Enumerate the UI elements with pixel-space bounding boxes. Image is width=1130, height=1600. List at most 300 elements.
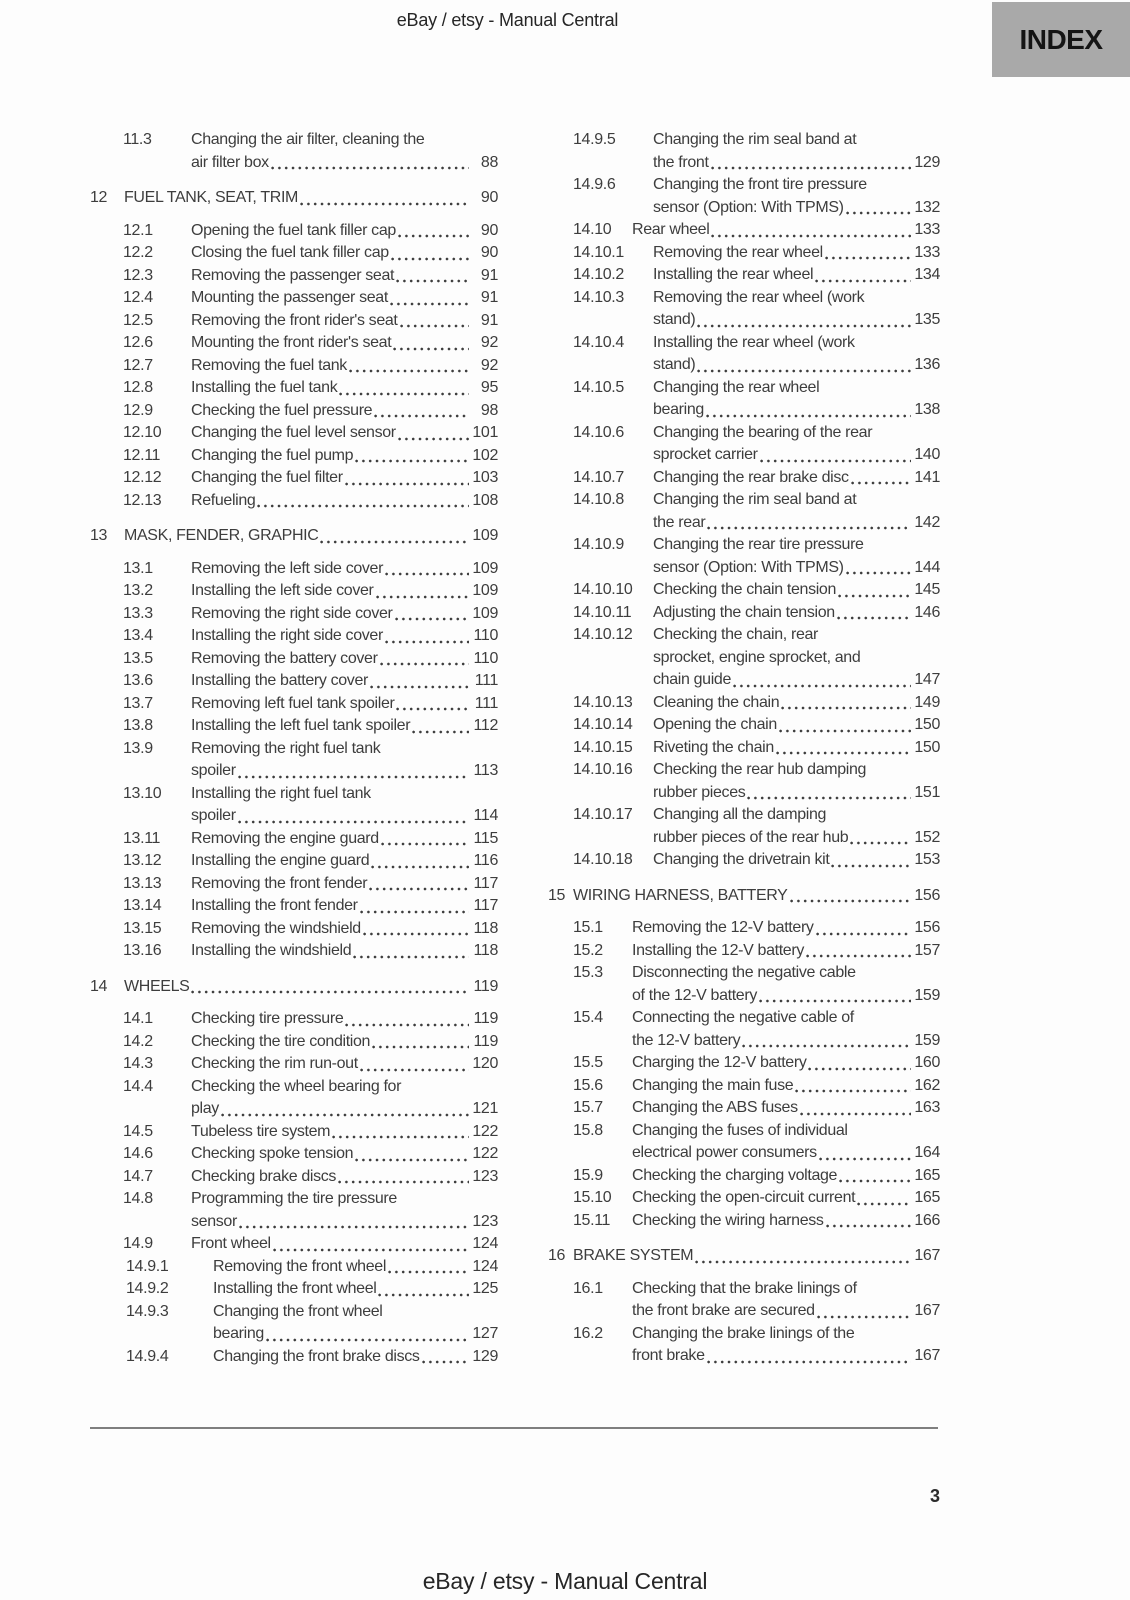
toc-entry-13.9 xyxy=(90,738,498,783)
entry-title-block xyxy=(191,895,498,918)
dot-leader xyxy=(376,595,470,599)
entry-number: 15.5 xyxy=(573,1054,603,1071)
dot-leader xyxy=(355,1158,469,1162)
entry-page-number: 157 xyxy=(914,941,940,959)
entry-page-number: 109 xyxy=(472,527,498,544)
entry-last-line xyxy=(653,579,940,602)
toc-entry-12.11 xyxy=(90,445,498,468)
entry-title: Removing the battery cover xyxy=(191,649,378,667)
toc-entry-12.8 xyxy=(90,377,498,400)
entry-title: Charging the 12-V battery xyxy=(632,1054,807,1071)
entry-number: 12.3 xyxy=(123,266,153,284)
toc-entry-15.9 xyxy=(548,1165,940,1188)
entry-number: 13 xyxy=(90,527,108,544)
footer-divider xyxy=(90,1427,938,1429)
entry-title: Checking the open-circuit current xyxy=(632,1189,856,1206)
dot-leader xyxy=(779,729,911,733)
dot-leader xyxy=(846,571,911,575)
dot-leader xyxy=(363,932,469,936)
toc-entry-14.10.18 xyxy=(548,849,940,872)
entry-number: 14.3 xyxy=(123,1055,153,1072)
entry-last-line xyxy=(124,976,498,999)
dot-leader xyxy=(369,887,469,891)
entry-title-block xyxy=(191,715,498,738)
entry-page-number: 88 xyxy=(480,153,498,171)
entry-page-number: 91 xyxy=(480,289,498,306)
entry-title-block xyxy=(213,1346,498,1369)
entry-last-line xyxy=(191,332,498,355)
entry-title-block xyxy=(191,603,498,626)
toc-entry-14.9.1 xyxy=(90,1256,498,1279)
entry-page-number: 127 xyxy=(472,1325,498,1342)
entry-title: Checking spoke tension xyxy=(191,1145,354,1162)
entry-last-line xyxy=(632,1187,940,1210)
entry-number: 14.4 xyxy=(123,1077,153,1095)
toc-entry-11.3 xyxy=(90,129,498,174)
entry-number: 15.8 xyxy=(573,1121,603,1139)
entry-title: Mounting the front rider's seat xyxy=(191,334,392,351)
entry-title-block xyxy=(191,467,498,490)
entry-page-number: 133 xyxy=(914,243,940,261)
entry-title-line: Connecting the negative cable of xyxy=(632,1009,854,1026)
toc-entry-16.2 xyxy=(548,1323,940,1368)
entry-page-number: 91 xyxy=(480,266,498,284)
dot-leader xyxy=(711,166,911,170)
toc-entry-13.1 xyxy=(90,558,498,581)
entry-title: WIRING HARNESS, BATTERY xyxy=(573,886,788,904)
entry-last-line xyxy=(632,1052,940,1075)
entry-title-block xyxy=(191,287,498,310)
entry-title-block xyxy=(632,1278,940,1323)
entry-last-line xyxy=(191,895,498,918)
dot-leader xyxy=(273,1248,469,1252)
entry-page-number: 146 xyxy=(914,603,940,621)
entry-page-number: 136 xyxy=(914,356,940,373)
entry-number: 14.10.8 xyxy=(573,491,624,508)
entry-number: 16.1 xyxy=(573,1279,603,1297)
entry-page-number: 90 xyxy=(480,189,498,206)
entry-number: 14.10.5 xyxy=(573,378,624,396)
entry-last-line xyxy=(653,602,940,625)
entry-title: Opening the fuel tank filler cap xyxy=(191,221,396,239)
entry-last-line xyxy=(632,1165,940,1188)
entry-number: 13.15 xyxy=(123,919,162,937)
entry-title-line: Changing the front wheel xyxy=(213,1302,383,1320)
entry-title-block xyxy=(191,1121,498,1144)
dot-leader xyxy=(345,482,469,486)
entry-number: 12.1 xyxy=(123,221,153,239)
toc-entry-14.9.5 xyxy=(548,129,940,174)
entry-title-line: Checking that the brake linings of xyxy=(632,1279,857,1297)
entry-page-number: 163 xyxy=(914,1099,940,1116)
entry-title-block xyxy=(213,1256,498,1279)
entry-last-line xyxy=(653,444,940,467)
entry-last-line xyxy=(653,849,940,872)
dot-leader xyxy=(711,234,911,238)
dot-leader xyxy=(370,685,469,689)
entry-number: 15.6 xyxy=(573,1076,603,1094)
entry-number: 13.1 xyxy=(123,559,153,577)
footer-title: eBay / etsy - Manual Central xyxy=(422,1568,708,1594)
entry-number: 15.4 xyxy=(573,1009,603,1026)
dot-leader xyxy=(846,211,911,215)
toc-entry-15.8 xyxy=(548,1120,940,1165)
entry-number: 14.10.18 xyxy=(573,851,633,868)
entry-title-line: Changing the rear wheel xyxy=(653,378,820,396)
entry-page-number: 109 xyxy=(472,582,498,599)
entry-title-line: Changing the rim seal band at xyxy=(653,131,857,148)
entry-number: 14.2 xyxy=(123,1032,153,1050)
dot-leader xyxy=(815,279,911,283)
entry-title: Changing the front brake discs xyxy=(213,1347,420,1365)
entry-title-block xyxy=(653,242,940,265)
entry-number: 14.9.5 xyxy=(573,131,616,148)
entry-title: Removing the rear wheel xyxy=(653,243,823,261)
dot-leader xyxy=(378,1293,469,1297)
entry-page-number: 98 xyxy=(480,401,498,419)
entry-page-number: 134 xyxy=(914,266,940,283)
toc-entry-13.5 xyxy=(90,648,498,671)
toc-entry-12.1 xyxy=(90,220,498,243)
entry-title: Removing the front wheel xyxy=(213,1257,387,1275)
toc-entry-15.6 xyxy=(548,1075,940,1098)
dot-leader xyxy=(776,751,911,755)
entry-number: 14.6 xyxy=(123,1145,153,1162)
entry-last-line xyxy=(191,760,498,783)
entry-title: Removing the left side cover xyxy=(191,559,384,577)
dot-leader xyxy=(760,459,911,463)
entry-title: Changing the fuel filter xyxy=(191,469,343,486)
entry-title-line: Checking the rear hub damping xyxy=(653,761,867,778)
entry-title-block xyxy=(653,804,940,849)
entry-title: Tubeless tire system xyxy=(191,1122,331,1140)
entry-page-number: 119 xyxy=(473,1010,498,1027)
dot-leader xyxy=(372,1045,469,1049)
index-tab xyxy=(992,2,1130,77)
toc-entry-14.10.15 xyxy=(548,737,940,760)
toc-entry-14.4 xyxy=(90,1076,498,1121)
entry-title-block xyxy=(191,490,498,513)
entry-last-line xyxy=(191,1031,498,1054)
toc-entry-14.10.16 xyxy=(548,759,940,804)
toc-entry-15.10 xyxy=(548,1187,940,1210)
dot-leader xyxy=(353,955,469,959)
entry-title: Front wheel xyxy=(191,1235,271,1252)
dot-leader xyxy=(349,369,469,373)
entry-title: WHEELS xyxy=(124,977,190,995)
entry-title: Refueling xyxy=(191,491,256,509)
entry-title: the front xyxy=(653,153,709,171)
entry-number: 13.14 xyxy=(123,897,162,914)
entry-last-line xyxy=(653,512,940,535)
entry-last-line xyxy=(191,805,498,828)
toc-entry-14.9 xyxy=(90,1233,498,1256)
entry-page-number: 150 xyxy=(914,716,940,733)
entry-title-block xyxy=(191,850,498,873)
entry-page-number: 165 xyxy=(914,1166,940,1184)
entry-last-line xyxy=(653,782,940,805)
entry-title-block xyxy=(191,355,498,378)
entry-title: the front brake are secured xyxy=(632,1302,815,1319)
dot-leader xyxy=(837,616,911,620)
entry-number: 14.10.9 xyxy=(573,536,624,553)
entry-title-block xyxy=(191,422,498,445)
entry-number: 14.10.12 xyxy=(573,626,633,643)
entry-number: 12.13 xyxy=(123,491,162,509)
toc-entry-14.9.6 xyxy=(548,174,940,219)
entry-page-number: 90 xyxy=(480,244,498,261)
entry-title-block xyxy=(632,1323,940,1368)
entry-title-line: Changing the air filter, cleaning the xyxy=(191,131,425,148)
entry-page-number: 167 xyxy=(914,1302,940,1319)
entry-last-line xyxy=(632,1345,940,1368)
entry-last-line xyxy=(653,827,940,850)
entry-last-line xyxy=(191,648,498,671)
entry-page-number: 141 xyxy=(914,468,940,486)
dot-leader xyxy=(332,1135,469,1139)
entry-title-block xyxy=(653,422,940,467)
dot-leader xyxy=(360,910,469,914)
entry-number: 13.2 xyxy=(123,582,153,599)
entry-title-block xyxy=(191,1188,498,1233)
entry-last-line xyxy=(191,1053,498,1076)
entry-number: 13.11 xyxy=(123,829,161,847)
entry-title: Changing the main fuse xyxy=(632,1076,794,1094)
entry-page-number: 160 xyxy=(914,1054,940,1071)
toc-entry-14.10.6 xyxy=(548,422,940,467)
entry-last-line xyxy=(632,219,940,242)
entry-page-number: 140 xyxy=(914,446,940,463)
entry-title: stand) xyxy=(653,356,696,373)
entry-last-line xyxy=(191,445,498,468)
entry-title-block xyxy=(632,1120,940,1165)
entry-page-number: 123 xyxy=(472,1212,498,1230)
entry-title-block xyxy=(632,1075,940,1098)
entry-page-number: 147 xyxy=(914,671,940,688)
dot-leader xyxy=(697,369,911,373)
toc-entry-13.8 xyxy=(90,715,498,738)
entry-number: 14.7 xyxy=(123,1167,153,1185)
entry-title-block xyxy=(632,1052,940,1075)
dot-leader xyxy=(838,594,911,598)
entry-page-number: 119 xyxy=(473,1032,498,1050)
entry-title-block xyxy=(653,602,940,625)
entry-page-number: 138 xyxy=(914,401,940,418)
entry-number: 14.8 xyxy=(123,1190,153,1207)
entry-title-block xyxy=(191,445,498,468)
entry-number: 14.10.14 xyxy=(573,716,633,733)
dot-leader xyxy=(396,707,469,711)
entry-last-line xyxy=(213,1346,498,1369)
entry-title: spoiler xyxy=(191,762,236,779)
entry-title-block xyxy=(653,579,940,602)
entry-page-number: 92 xyxy=(480,356,498,374)
entry-title: the rear xyxy=(653,513,706,531)
entry-title: Removing left fuel tank spoiler xyxy=(191,694,395,712)
entry-last-line xyxy=(653,557,940,580)
entry-number: 15.11 xyxy=(573,1211,611,1229)
entry-title: Mounting the passenger seat xyxy=(191,289,388,306)
entry-title-line: Changing the bearing of the rear xyxy=(653,423,873,441)
entry-title-block xyxy=(653,624,940,692)
toc-entry-14.10.9 xyxy=(548,534,940,579)
entry-number: 15.1 xyxy=(573,919,603,936)
entry-title-block xyxy=(191,332,498,355)
entry-title-block xyxy=(191,1031,498,1054)
toc-entry-12.9 xyxy=(90,400,498,423)
entry-title-block xyxy=(124,187,498,210)
toc-entry-13 xyxy=(90,525,498,548)
entry-title-block xyxy=(191,918,498,941)
entry-number: 13.3 xyxy=(123,604,153,622)
entry-number: 14.10.16 xyxy=(573,761,633,778)
entry-last-line xyxy=(191,152,498,175)
entry-number: 12.12 xyxy=(123,469,162,486)
entry-title-block xyxy=(632,1187,940,1210)
toc-entry-14.10.1 xyxy=(548,242,940,265)
entry-title: MASK, FENDER, GRAPHIC xyxy=(124,527,319,544)
entry-title: bearing xyxy=(653,401,704,418)
entry-number: 14.10.4 xyxy=(573,333,624,351)
entry-last-line xyxy=(191,377,498,400)
dot-leader xyxy=(271,166,469,170)
dot-leader xyxy=(747,796,911,800)
entry-title-block xyxy=(191,783,498,828)
entry-title-block xyxy=(632,917,940,940)
entry-title: Removing the 12-V battery xyxy=(632,919,814,936)
dot-leader xyxy=(239,1225,469,1229)
dot-leader xyxy=(221,1113,469,1117)
entry-page-number: 109 xyxy=(472,559,498,577)
dot-leader xyxy=(385,640,469,644)
dot-leader xyxy=(819,1157,911,1161)
toc-entry-15.3 xyxy=(548,962,940,1007)
entry-title-line: sprocket, engine sprocket, and xyxy=(653,648,861,666)
entry-title: electrical power consumers xyxy=(632,1144,817,1161)
dot-leader xyxy=(391,257,469,261)
entry-number: 13.4 xyxy=(123,627,153,644)
entry-last-line xyxy=(653,242,940,265)
entry-number: 16 xyxy=(548,1247,566,1264)
entry-last-line xyxy=(191,1233,498,1256)
entry-number: 13.6 xyxy=(123,672,153,689)
entry-page-number: 120 xyxy=(472,1055,498,1072)
toc-entry-12.10 xyxy=(90,422,498,445)
toc-entry-12.5 xyxy=(90,310,498,333)
entry-title-line: Changing the rim seal band at xyxy=(653,491,857,508)
toc-entry-14.1 xyxy=(90,1008,498,1031)
entry-title: Removing the fuel tank xyxy=(191,356,347,374)
entry-last-line xyxy=(191,693,498,716)
entry-page-number: 132 xyxy=(914,198,940,216)
toc-entry-15.4 xyxy=(548,1007,940,1052)
entry-title-block xyxy=(191,220,498,243)
entry-number: 14.10.1 xyxy=(573,243,624,261)
entry-title: BRAKE SYSTEM xyxy=(573,1247,694,1264)
entry-page-number: 117 xyxy=(473,897,498,914)
entry-title-line: Installing the right fuel tank xyxy=(191,784,371,802)
toc-entry-13.3 xyxy=(90,603,498,626)
entry-last-line xyxy=(191,850,498,873)
entry-page-number: 159 xyxy=(914,986,940,1004)
entry-number: 12.11 xyxy=(123,446,161,464)
entry-page-number: 119 xyxy=(473,977,498,995)
dot-leader xyxy=(695,1260,911,1264)
toc-entry-16 xyxy=(548,1245,940,1268)
entry-last-line xyxy=(191,1143,498,1166)
toc-entry-12.6 xyxy=(90,332,498,355)
toc-entry-12.12 xyxy=(90,467,498,490)
entry-title: Rear wheel xyxy=(632,221,710,238)
entry-title: Changing the fuel pump xyxy=(191,446,354,464)
dot-leader xyxy=(781,706,911,710)
entry-title: the 12-V battery xyxy=(632,1031,741,1049)
toc-entry-12.13 xyxy=(90,490,498,513)
entry-title: sensor (Option: With TPMS) xyxy=(653,558,844,576)
entry-title-block xyxy=(632,219,940,242)
entry-number: 14.10.10 xyxy=(573,581,633,598)
entry-title: spoiler xyxy=(191,807,236,824)
toc-entry-13.11 xyxy=(90,828,498,851)
toc-right-column xyxy=(548,129,940,1368)
dot-leader xyxy=(257,504,469,508)
dot-leader xyxy=(388,1270,469,1274)
entry-title: Checking the rim run-out xyxy=(191,1055,358,1072)
entry-last-line xyxy=(653,309,940,332)
toc-entry-14.2 xyxy=(90,1031,498,1054)
entry-title: Installing the left fuel tank spoiler xyxy=(191,717,411,734)
toc-entry-15.1 xyxy=(548,917,940,940)
entry-title-block xyxy=(213,1301,498,1346)
entry-title-block xyxy=(653,287,940,332)
dot-leader xyxy=(850,841,911,845)
entry-last-line xyxy=(191,1166,498,1189)
dot-leader xyxy=(355,459,469,463)
entry-page-number: 125 xyxy=(472,1280,498,1297)
toc-entry-12.7 xyxy=(90,355,498,378)
entry-page-number: 166 xyxy=(914,1211,940,1229)
entry-last-line xyxy=(191,603,498,626)
entry-title: Checking the chain tension xyxy=(653,581,837,598)
entry-title-block xyxy=(632,1210,940,1233)
entry-last-line xyxy=(653,354,940,377)
toc-entry-13.16 xyxy=(90,940,498,963)
entry-title-block xyxy=(653,714,940,737)
entry-last-line xyxy=(653,399,940,422)
dot-leader xyxy=(795,1089,911,1093)
entry-title: Checking the fuel pressure xyxy=(191,401,373,419)
entry-last-line xyxy=(191,467,498,490)
dot-leader xyxy=(806,954,911,958)
entry-number: 13.13 xyxy=(123,874,162,892)
entry-title-block xyxy=(191,738,498,783)
entry-title: Installing the 12-V battery xyxy=(632,941,804,959)
toc-entry-13.15 xyxy=(90,918,498,941)
entry-title: Installing the engine guard xyxy=(191,852,370,869)
entry-page-number: 156 xyxy=(914,886,940,904)
entry-last-line xyxy=(632,1075,940,1098)
entry-last-line xyxy=(191,940,498,963)
toc-entry-14.10.5 xyxy=(548,377,940,422)
dot-leader xyxy=(817,1315,911,1319)
dot-leader xyxy=(371,865,469,869)
entry-number: 13.16 xyxy=(123,942,162,959)
entry-title-block xyxy=(191,558,498,581)
entry-number: 13.12 xyxy=(123,852,162,869)
entry-last-line xyxy=(191,580,498,603)
entry-last-line xyxy=(191,422,498,445)
entry-page-number: 124 xyxy=(472,1235,498,1252)
